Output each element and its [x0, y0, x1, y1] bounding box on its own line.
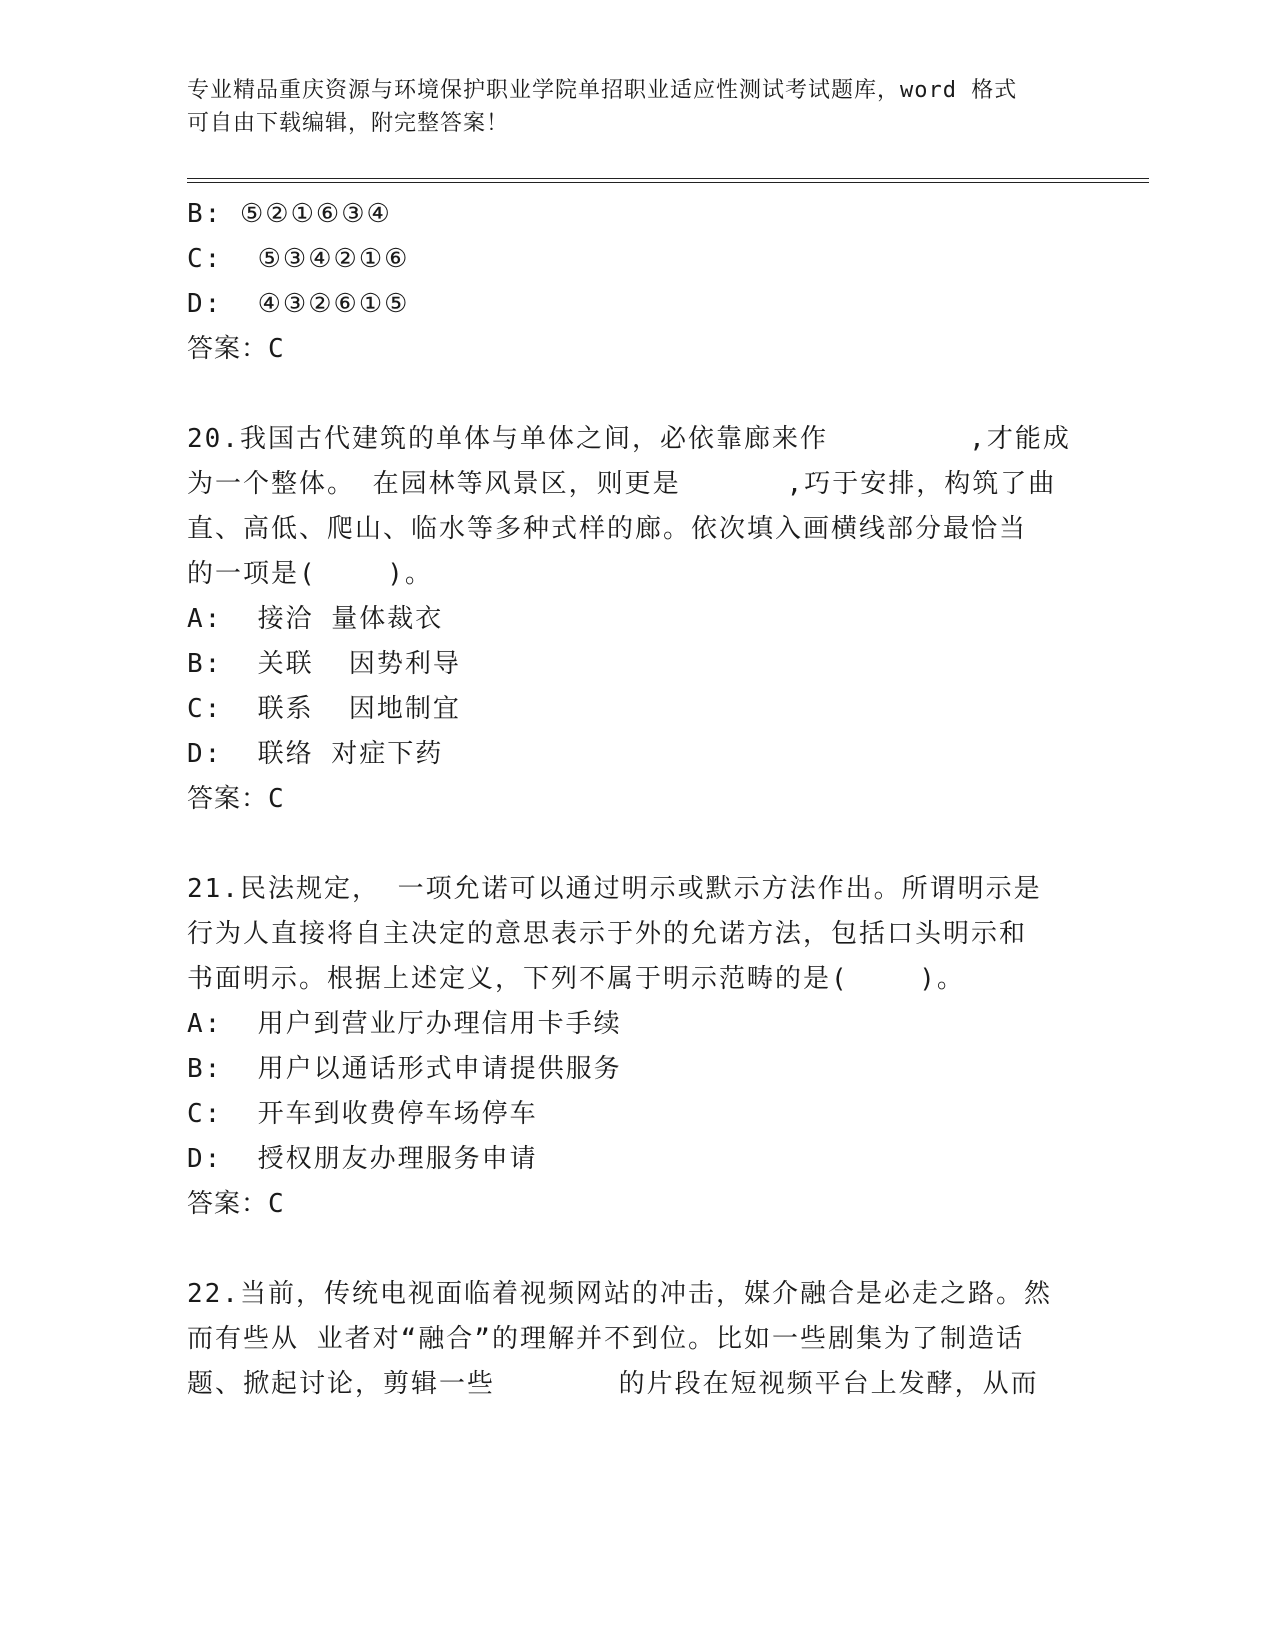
answer: 答案：C [187, 784, 285, 814]
option-d: D: 授权朋友办理服务申请 [187, 1144, 538, 1174]
option-b: B: 用户以通话形式申请提供服务 [187, 1054, 622, 1084]
question-19-tail [187, 192, 1087, 372]
question-text-line: 为一个整体。 在园林等风景区，则更是 ,巧于安排，构筑了曲 [187, 469, 1057, 499]
question-21 [187, 867, 1087, 1227]
question-text-line: 书面明示。根据上述定义，下列不属于明示范畴的是( )。 [187, 964, 965, 994]
question-text-line: 行为人直接将自主决定的意思表示于外的允诺方法，包括口头明示和 [187, 919, 1028, 949]
question-text-line: 直、高低、爬山、临水等多种式样的廊。依次填入画横线部分最恰当 [187, 514, 1028, 544]
header-line-1: 专业精品重庆资源与环境保护职业学院单招职业适应性测试考试题库，word 格式 [187, 78, 1018, 103]
question-text-line: 而有些从 业者对“融合”的理解并不到位。比如一些剧集为了制造话 [187, 1324, 1024, 1354]
header-line-2: 可自由下载编辑，附完整答案！ [187, 111, 510, 136]
option-c: C: 开车到收费停车场停车 [187, 1099, 538, 1129]
spacer [187, 1227, 1087, 1272]
header-rule-top [187, 178, 1149, 179]
option-a: A: 用户到营业厅办理信用卡手续 [187, 1009, 622, 1039]
question-text-line: 的一项是( )。 [187, 559, 433, 589]
question-20 [187, 417, 1087, 822]
option-d: D: ④③②⑥①⑤ [187, 289, 410, 319]
spacer [187, 822, 1087, 867]
answer: 答案：C [187, 1189, 285, 1219]
question-text-line: 21.民法规定， 一项允诺可以通过明示或默示方法作出。所谓明示是 [187, 874, 1042, 904]
header-rule-bottom [187, 182, 1149, 183]
question-text-line: 20.我国古代建筑的单体与单体之间，必依靠廊来作 ,才能成 [187, 424, 1071, 454]
option-d: D: 联络 对症下药 [187, 739, 444, 769]
option-c: C: ⑤③④②①⑥ [187, 244, 410, 274]
option-b: B: ⑤②①⑥③④ [187, 199, 392, 229]
question-22 [187, 1272, 1087, 1407]
spacer [187, 372, 1087, 417]
option-a: A: 接洽 量体裁衣 [187, 604, 444, 634]
option-b: B: 关联 因势利导 [187, 649, 461, 679]
question-text-line: 22.当前，传统电视面临着视频网站的冲击，媒介融合是必走之路。然 [187, 1279, 1052, 1309]
question-text-line: 题、掀起讨论，剪辑一些 的片段在短视频平台上发酵，从而 [187, 1369, 1039, 1399]
document-header [187, 74, 1067, 140]
answer: 答案：C [187, 334, 285, 364]
option-c: C: 联系 因地制宜 [187, 694, 461, 724]
question-content [187, 192, 1087, 1407]
